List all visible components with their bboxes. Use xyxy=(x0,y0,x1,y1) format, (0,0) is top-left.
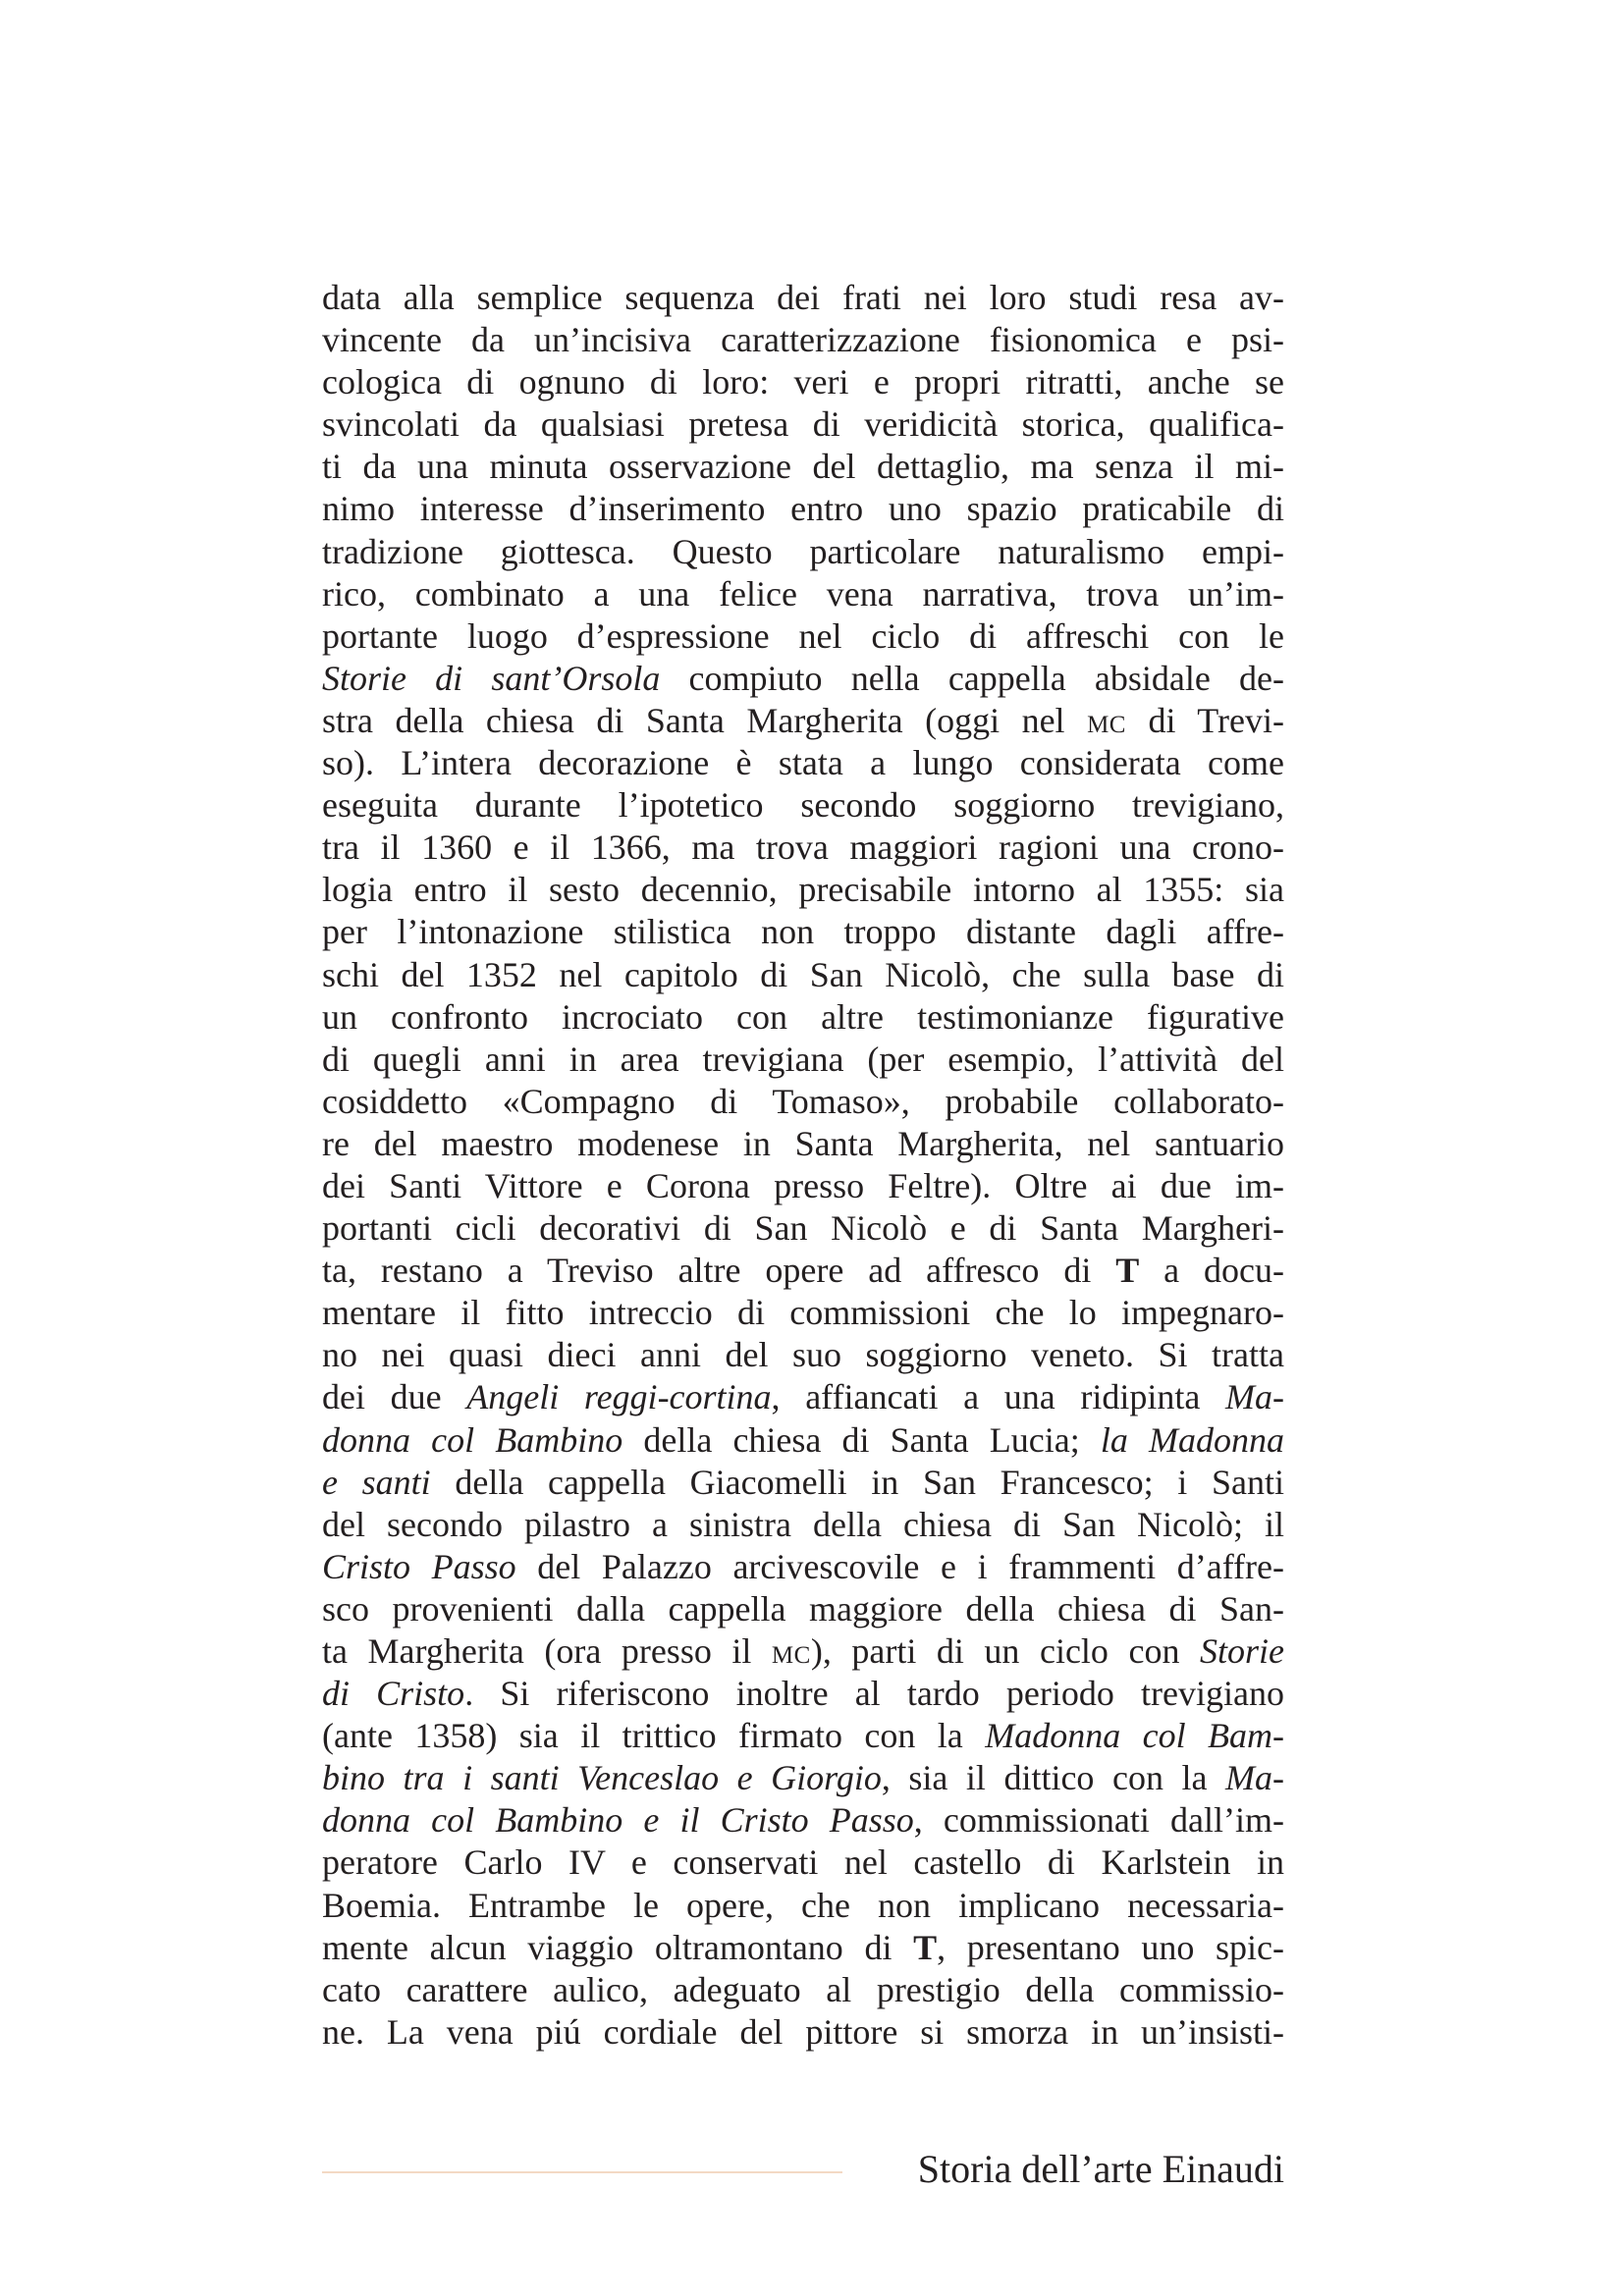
text-line xyxy=(322,615,1284,658)
text-line xyxy=(322,658,1284,700)
text-line xyxy=(322,2011,1284,2054)
text-run: stra della chiesa di Santa Margherita (oggi nel xyxy=(322,700,1088,740)
text-run: sco provenienti dalla cappella maggiore della chiesa di San- xyxy=(322,1588,1284,1629)
text-line xyxy=(322,1462,1284,1504)
text-run: Madonna col Bam- xyxy=(985,1716,1284,1756)
text-run: della cappella Giacomelli in San Francesco; i Santi xyxy=(430,1462,1284,1502)
text-line xyxy=(322,319,1284,361)
text-line xyxy=(322,1969,1284,2011)
text-line xyxy=(322,1376,1284,1418)
text-run: ta, restano a Treviso altre opere ad affresco di xyxy=(322,1251,1116,1291)
text-run: di Trevi- xyxy=(1125,700,1284,740)
text-line xyxy=(322,1123,1284,1165)
text-run: so). L’intera decorazione è stata a lungo considerata come xyxy=(322,743,1284,783)
text-run: logia entro il sesto decennio, precisabile intorno al 1355: sia xyxy=(322,870,1284,910)
text-run: donna col Bambino e il Cristo Passo xyxy=(322,1800,914,1841)
text-line xyxy=(322,911,1284,953)
text-line xyxy=(322,954,1284,996)
body-text xyxy=(322,277,1284,2054)
footer-title: Storia dell’arte Einaudi xyxy=(917,2147,1284,2191)
text-run: portanti cicli decorativi di San Nicolò e di Santa Margheri- xyxy=(322,1208,1284,1249)
text-line xyxy=(322,1334,1284,1376)
text-line xyxy=(322,827,1284,869)
text-run: a docu- xyxy=(1139,1251,1284,1291)
text-run: Angeli reggi-cortina xyxy=(466,1377,772,1417)
text-run: portante luogo d’espressione nel ciclo di affreschi con le xyxy=(322,615,1284,656)
text-line xyxy=(322,1292,1284,1334)
text-line xyxy=(322,361,1284,403)
text-run: no nei quasi dieci anni del suo soggiorno veneto. Si tratta xyxy=(322,1335,1284,1375)
text-run: Ma- xyxy=(1225,1377,1284,1417)
text-run: cosiddetto «Compagno di Tomaso», probabile collaborato- xyxy=(322,1081,1284,1121)
text-run: eseguita durante l’ipotetico secondo soggiorno trevigiano, xyxy=(322,785,1284,826)
text-run: la Madonna xyxy=(1100,1419,1284,1460)
text-line xyxy=(322,1842,1284,1884)
text-run: rico, combinato a una felice vena narrativa, trova un’im- xyxy=(322,573,1284,614)
text-run: cologica di ognuno di loro: veri e propri ritratti, anche se xyxy=(322,362,1284,402)
text-run: nimo interesse d’inserimento entro uno spazio praticabile di xyxy=(322,489,1284,529)
text-run: dei Santi Vittore e Corona presso Feltre). Oltre ai due im- xyxy=(322,1165,1284,1205)
text-run: Storie xyxy=(1200,1631,1284,1671)
text-line xyxy=(322,1165,1284,1207)
text-run: ta Margherita (ora presso il xyxy=(322,1631,772,1671)
text-line xyxy=(322,1207,1284,1250)
text-run: mc xyxy=(1087,700,1126,740)
text-run: bino tra i santi Venceslao e Giorgio xyxy=(322,1758,882,1798)
text-run: re del maestro modenese in Santa Margherita, nel santuario xyxy=(322,1123,1284,1163)
text-run: dei due xyxy=(322,1377,467,1417)
text-run: della chiesa di Santa Lucia; xyxy=(622,1419,1101,1460)
text-line xyxy=(322,700,1284,742)
text-run: mente alcun viaggio oltramontano di xyxy=(322,1927,914,1967)
text-run: svincolati da qualsiasi pretesa di veridicità storica, qualifica- xyxy=(322,404,1284,445)
text-run: ), parti di un ciclo con xyxy=(810,1631,1200,1671)
text-run: data alla semplice sequenza dei frati nei loro studi resa av- xyxy=(322,278,1284,317)
text-run: ti da una minuta osservazione del dettaglio, ma senza il mi- xyxy=(322,447,1284,487)
text-run: mentare il fitto intreccio di commissioni che lo impegnaro- xyxy=(322,1293,1284,1333)
text-run: T xyxy=(1115,1251,1140,1291)
text-run: Storie di sant’Orsola xyxy=(322,658,661,698)
text-line xyxy=(322,1799,1284,1842)
text-line xyxy=(322,403,1284,446)
text-line xyxy=(322,277,1284,319)
text-line xyxy=(322,996,1284,1039)
text-run: vincente da un’incisiva caratterizzazione fisionomica e psi- xyxy=(322,320,1284,360)
text-run: peratore Carlo IV e conservati nel castello di Karlstein in xyxy=(322,1842,1284,1883)
text-line xyxy=(322,1927,1284,1969)
text-line xyxy=(322,531,1284,573)
footer-rule xyxy=(322,2171,842,2173)
text-run: cato carattere aulico, adeguato al prestigio della commissio- xyxy=(322,1969,1284,2009)
text-run: Cristo Passo xyxy=(322,1546,516,1586)
text-line xyxy=(322,1546,1284,1588)
text-run: , presentano uno spic- xyxy=(937,1927,1284,1967)
text-run: mc xyxy=(771,1631,811,1671)
text-run: per l’intonazione stilistica non troppo distante dagli affre- xyxy=(322,912,1284,952)
text-line xyxy=(322,1250,1284,1292)
text-line xyxy=(322,1588,1284,1630)
text-line xyxy=(322,573,1284,615)
text-run: del Palazzo arcivescovile e i frammenti d’affre- xyxy=(515,1546,1284,1586)
text-line xyxy=(322,784,1284,827)
text-line xyxy=(322,446,1284,488)
text-line xyxy=(322,1673,1284,1715)
text-line xyxy=(322,1081,1284,1123)
text-run: tra il 1360 e il 1366, ma trova maggiori ragioni una crono- xyxy=(322,828,1284,868)
text-line xyxy=(322,1757,1284,1799)
text-run: (ante 1358) sia il trittico firmato con la xyxy=(322,1716,986,1756)
text-run: Ma- xyxy=(1225,1758,1284,1798)
text-line xyxy=(322,1419,1284,1462)
text-run: Boemia. Entrambe le opere, che non implicano necessaria- xyxy=(322,1885,1284,1925)
text-run: del secondo pilastro a sinistra della chiesa di San Nicolò; il xyxy=(322,1504,1284,1544)
text-run: di Cristo xyxy=(322,1674,465,1714)
text-run: e santi xyxy=(322,1462,431,1502)
text-line xyxy=(322,1885,1284,1927)
text-run: , affiancati a una ridipinta xyxy=(771,1377,1226,1417)
text-run: , commissionati dall’im- xyxy=(913,1800,1284,1841)
text-line xyxy=(322,488,1284,530)
text-run: schi del 1352 nel capitolo di San Nicolò, che sulla base di xyxy=(322,954,1284,994)
text-line xyxy=(322,869,1284,911)
text-run: tradizione giottesca. Questo particolare naturalismo empi- xyxy=(322,531,1284,571)
text-run: compiuto nella cappella absidale de- xyxy=(660,658,1284,698)
text-run: di quegli anni in area trevigiana (per esempio, l’attività del xyxy=(322,1039,1284,1079)
text-line xyxy=(322,1039,1284,1081)
text-line xyxy=(322,1504,1284,1546)
text-run: donna col Bambino xyxy=(322,1419,623,1460)
text-line xyxy=(322,1715,1284,1757)
text-run: un confronto incrociato con altre testimonianze figurative xyxy=(322,996,1284,1037)
text-run: , sia il dittico con la xyxy=(881,1758,1225,1798)
text-line xyxy=(322,742,1284,784)
text-run: ne. La vena piú cordiale del pittore si smorza in un’insisti- xyxy=(322,2011,1284,2052)
text-run: . Si riferiscono inoltre al tardo periodo trevigiano xyxy=(464,1674,1284,1714)
text-line xyxy=(322,1630,1284,1673)
text-run: T xyxy=(913,1927,938,1967)
